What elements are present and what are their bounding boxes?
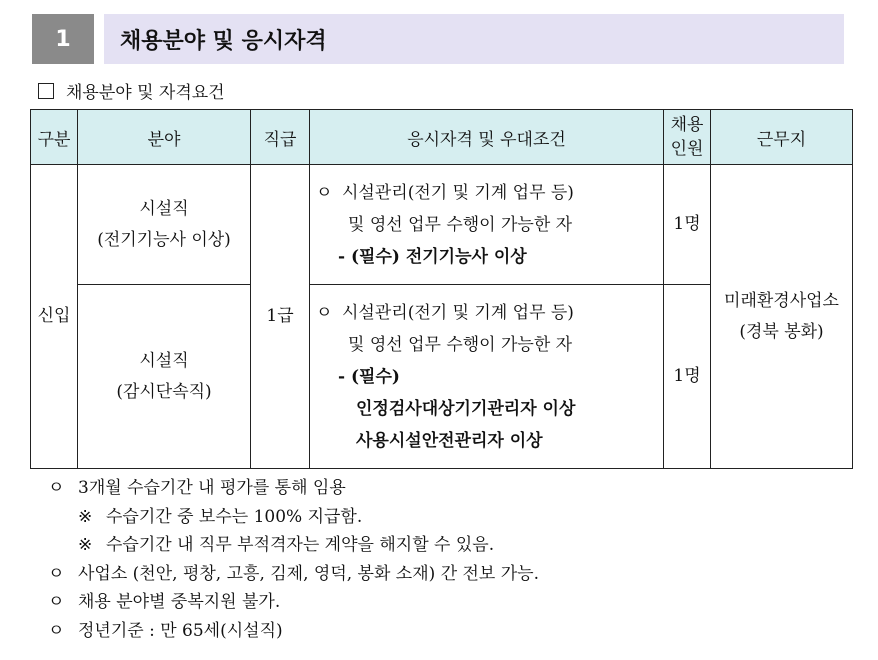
list-item [48,617,539,646]
header-qualifications: 응시자격 및 우대조건 [310,110,664,165]
list-item [48,474,539,503]
note-text: 채용 분야별 중복지원 불가. [78,592,281,612]
bullet-icon: ㅇ [316,302,333,323]
workplace-cell [711,165,853,469]
header-headcount: 채용 인원 [664,110,711,165]
field-cell [78,165,251,285]
note-text: 수습기간 내 직무 부적격자는 계약을 해지할 수 있음. [106,535,495,555]
bullet-icon: ㅇ [48,563,65,584]
bullet-icon: ㅇ [48,592,65,612]
list-item [48,531,539,560]
header-grade: 직급 [251,110,310,165]
note-text: 3개월 수습기간 내 평가를 통해 임용 [78,478,346,498]
reference-mark-icon: ※ [78,506,93,527]
table-row [31,165,853,285]
note-text: 수습기간 중 보수는 100% 지급함. [106,506,363,527]
subheading-text: 채용분야 및 자격요건 [66,83,225,103]
field-name: 시설직 [139,350,189,371]
qualification-requirement-item: 사용시설안전관리자 이상 [356,430,543,451]
bullet-icon: ㅇ [48,620,65,641]
checkbox-icon [38,83,54,99]
workplace-location: (경북 봉화) [739,321,824,342]
header-workplace: 근무지 [711,110,853,165]
qualification-requirement: - (필수) [338,366,400,387]
qualification-text: 및 영선 업무 수행이 가능한 자 [348,334,573,355]
qualification-text: 시설관리(전기 및 기계 업무 등) [342,182,574,203]
note-text: 사업소 (천안, 평창, 고흥, 김제, 영덕, 봉화 소재) 간 전보 가능. [78,563,540,584]
field-detail: (감시단속직) [116,381,212,402]
note-text: 정년기준 : 만 65세(시설직) [78,620,283,641]
list-item [48,560,539,589]
bullet-icon: ㅇ [48,478,65,498]
workplace-name: 미래환경사업소 [724,290,839,311]
notes-list [48,474,539,645]
qualification-text: 및 영선 업무 수행이 가능한 자 [348,214,573,235]
bullet-icon: ㅇ [316,182,333,203]
field-cell [78,285,251,469]
table-header-row [31,110,853,165]
field-detail: (전기기능사 이상) [97,229,231,250]
list-item [48,503,539,532]
qualification-requirement-item: 인정검사대상기기관리자 이상 [356,398,576,419]
header-field: 분야 [78,110,251,165]
qualification-text: 시설관리(전기 및 기계 업무 등) [342,302,574,323]
reference-mark-icon: ※ [78,535,93,555]
recruitment-table [30,109,853,469]
section-number: 1 [32,14,94,64]
subheading [38,78,225,103]
qualification-requirement: - (필수) 전기기능사 이상 [338,246,527,267]
qualification-cell [310,165,664,285]
grade-cell: 1급 [251,165,310,469]
headcount-cell: 1명 [664,285,711,469]
header-category: 구분 [31,110,78,165]
field-name: 시설직 [139,198,189,219]
list-item [48,588,539,617]
qualification-cell [310,285,664,469]
headcount-cell: 1명 [664,165,711,285]
category-cell: 신입 [31,165,78,469]
section-title: 채용분야 및 응시자격 [104,14,844,64]
